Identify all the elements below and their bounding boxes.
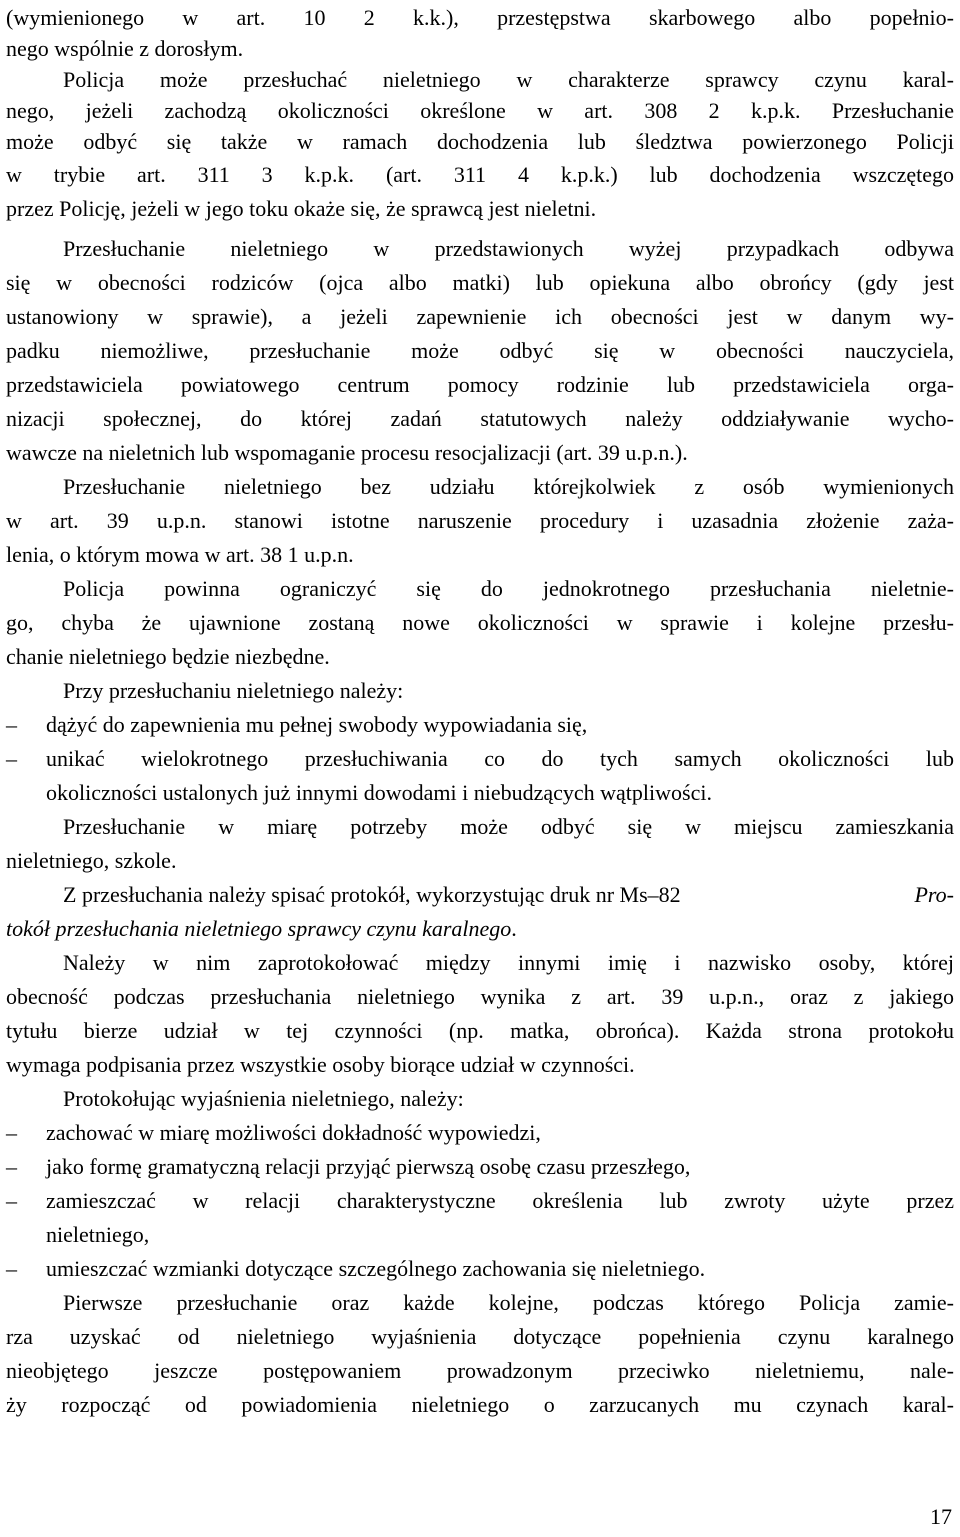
- text-line: lenia, o którym mowa w art. 38 1 u.p.n.: [6, 542, 354, 567]
- list-item-text: zachować w miarę możliwości dokładność wypowiedzi,: [46, 1120, 541, 1145]
- list-item-text: unikać wielokrotnego przesłuchiwania co do tych samych okoliczności lub: [46, 746, 954, 771]
- dash-bullet: –: [6, 746, 17, 771]
- list-item: [6, 1117, 954, 1149]
- form-title-italic: Pro-: [914, 882, 954, 907]
- paragraph-start-line: Przesłuchanie w miarę potrzeby może odbyć się w miejscu zamieszkania: [63, 814, 954, 839]
- paragraph-start-line: [6, 879, 954, 911]
- paragraph-start-line: Przesłuchanie nieletniego bez udziału którejkolwiek z osób wymienionych: [63, 474, 954, 499]
- text-line: wawcze na nieletnich lub wspomaganie procesu resocjalizacji (art. 39 u.p.n.).: [6, 440, 688, 465]
- text-line: w trybie art. 311 3 k.p.k. (art. 311 4 k.p.k.) lub dochodzenia wszczętego: [6, 162, 954, 187]
- list-item-continuation: nieletniego,: [46, 1222, 150, 1247]
- text-line: (wymienionego w art. 10 2 k.k.), przestępstwa skarbowego albo popełnio-: [6, 5, 954, 30]
- text-line: ustanowiony w sprawie), a jeżeli zapewnienie ich obecności jest w danym wy-: [6, 304, 954, 329]
- text-line: ży rozpocząć od powiadomienia nieletniego o zarzucanych mu czynach karal-: [6, 1392, 954, 1417]
- list-item-text: zamieszczać w relacji charakterystyczne określenia lub zwroty użyte przez: [46, 1188, 954, 1213]
- paragraph-start-line: Przy przesłuchaniu nieletniego należy:: [63, 678, 404, 703]
- text-line: może odbyć się także w ramach dochodzenia lub śledztwa powierzonego Policji: [6, 129, 954, 154]
- paragraph-start-line: Należy w nim zaprotokołować między innymi imię i nazwisko osoby, której: [63, 950, 954, 975]
- text-line: przez Policję, jeżeli w jego toku okaże się, że sprawcą jest nieletni.: [6, 196, 597, 221]
- text-line: [6, 913, 954, 945]
- paragraph-start-line: Przesłuchanie nieletniego w przedstawionych wyżej przypadkach odbywa: [63, 236, 954, 261]
- text-line: przedstawiciela powiatowego centrum pomocy rodzinie lub przedstawiciela orga-: [6, 372, 954, 397]
- list-item-text: dążyć do zapewnienia mu pełnej swobody wypowiadania się,: [46, 712, 588, 737]
- dash-bullet: –: [6, 1120, 17, 1145]
- list-item: [6, 743, 954, 775]
- list-item-continuation: okoliczności ustalonych już innymi dowodami i niebudzących wątpliwości.: [46, 780, 712, 805]
- text-segment: Z przesłuchania należy spisać protokół, wykorzystując druk nr Ms–82: [63, 882, 681, 907]
- text-line: się w obecności rodziców (ojca albo matki) lub opiekuna albo obrońcy (gdy jest: [6, 270, 954, 295]
- dash-bullet: –: [6, 712, 17, 737]
- dash-bullet: –: [6, 1154, 17, 1179]
- text-line: nego, jeżeli zachodzą okoliczności określone w art. 308 2 k.p.k. Przesłuchanie: [6, 98, 954, 123]
- text-line: tytułu bierze udział w tej czynności (np. matka, obrońca). Każda strona protokołu: [6, 1018, 954, 1043]
- page-number: 17: [930, 1504, 952, 1529]
- list-item-text: umieszczać wzmianki dotyczące szczególnego zachowania się nieletniego.: [46, 1256, 706, 1281]
- text-segment: .: [511, 916, 517, 941]
- text-line: nieletniego, szkole.: [6, 848, 177, 873]
- paragraph-start-line: Protokołując wyjaśnienia nieletniego, należy:: [63, 1086, 464, 1111]
- text-line: nego wspólnie z dorosłym.: [6, 36, 244, 61]
- text-line: w art. 39 u.p.n. stanowi istotne naruszenie procedury i uzasadnia złożenie zaża-: [6, 508, 954, 533]
- dash-bullet: –: [6, 1188, 17, 1213]
- list-item: [6, 1253, 954, 1285]
- text-line: chanie nieletniego będzie niezbędne.: [6, 644, 330, 669]
- list-item: [6, 709, 954, 741]
- text-line: obecność podczas przesłuchania nieletniego wynika z art. 39 u.p.n., oraz z jakiego: [6, 984, 954, 1009]
- text-line: rza uzyskać od nieletniego wyjaśnienia dotyczące popełnienia czynu karalnego: [6, 1324, 954, 1349]
- text-line: nizacji społecznej, do której zadań statutowych należy oddziaływanie wycho-: [6, 406, 954, 431]
- text-line: nieobjętego jeszcze postępowaniem prowadzonym przeciwko nieletniemu, nale-: [6, 1358, 954, 1383]
- list-item: [6, 1185, 954, 1217]
- dash-bullet: –: [6, 1256, 17, 1281]
- paragraph-start-line: Policja może przesłuchać nieletniego w charakterze sprawcy czynu karal-: [63, 67, 954, 92]
- list-item: [6, 1151, 954, 1183]
- paragraph-start-line: Policja powinna ograniczyć się do jednokrotnego przesłuchania nieletnie-: [63, 576, 954, 601]
- list-item-text: jako formę gramatyczną relacji przyjąć pierwszą osobę czasu przeszłego,: [46, 1154, 691, 1179]
- text-line: padku niemożliwe, przesłuchanie może odbyć się w obecności nauczyciela,: [6, 338, 954, 363]
- paragraph-start-line: Pierwsze przesłuchanie oraz każde kolejne, podczas którego Policja zamie-: [63, 1290, 954, 1315]
- form-title-italic: tokół przesłuchania nieletniego sprawcy czynu karalnego: [6, 916, 512, 941]
- text-line: wymaga podpisania przez wszystkie osoby biorące udział w czynności.: [6, 1052, 635, 1077]
- text-line: go, chyba że ujawnione zostaną nowe okoliczności w sprawie i kolejne przesłu-: [6, 610, 954, 635]
